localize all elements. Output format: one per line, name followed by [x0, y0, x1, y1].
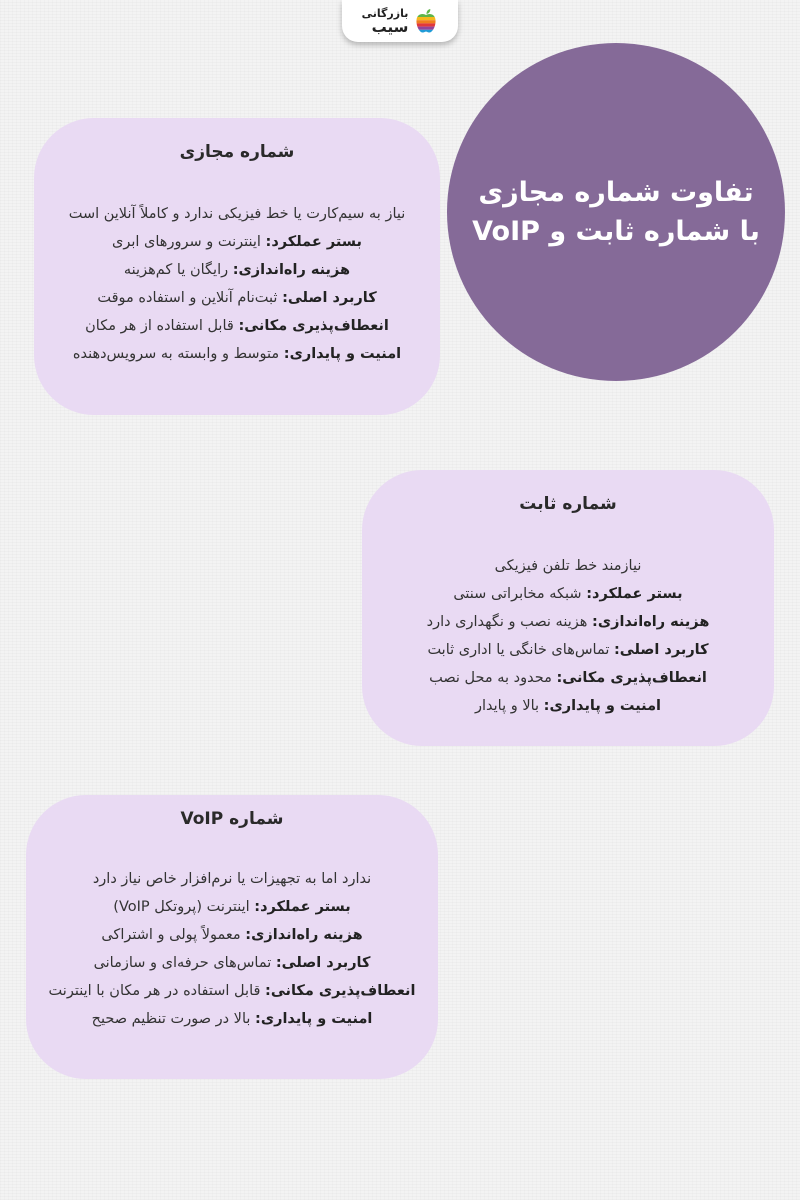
card-body — [44, 865, 420, 1033]
card-row — [380, 608, 756, 636]
card-row — [44, 949, 420, 977]
row-label: امنیت و پایداری: — [283, 346, 402, 363]
card-row — [52, 228, 422, 256]
card-row — [44, 1005, 420, 1033]
card-body — [380, 552, 756, 720]
card-voip-number — [26, 795, 438, 1079]
page-title-line-2: با شماره ثابت و VoIP — [472, 216, 760, 247]
page-title — [471, 173, 761, 251]
row-value: هزینه نصب و نگهداری دارد — [426, 614, 588, 631]
row-label: هزینه راه‌اندازی: — [245, 927, 363, 944]
row-value: محدود به محل نصب — [429, 670, 552, 687]
card-row — [52, 340, 422, 368]
row-value: تماس‌های حرفه‌ای و سازمانی — [93, 955, 272, 972]
card-title: شماره ثابت — [519, 494, 617, 514]
card-row — [52, 256, 422, 284]
row-label: کاربرد اصلی: — [282, 290, 377, 307]
row-label: بستر عملکرد: — [265, 234, 362, 251]
card-row — [380, 636, 756, 664]
logo-text-bottom: سیب — [371, 17, 409, 36]
row-label: انعطاف‌پذیری مکانی: — [238, 318, 389, 335]
row-value: متوسط و وابسته به سرویس‌دهنده — [72, 346, 280, 363]
row-label: بستر عملکرد: — [586, 586, 683, 603]
row-label: بستر عملکرد: — [254, 899, 351, 916]
card-row — [52, 284, 422, 312]
card-body — [52, 200, 422, 368]
card-title: شماره مجازی — [179, 142, 295, 162]
row-value: اینترنت و سرورهای ابری — [112, 234, 261, 251]
row-label: کاربرد اصلی: — [275, 955, 371, 972]
card-intro: نیاز به سیم‌کارت یا خط فیزیکی ندارد و کاملاً آنلاین است — [68, 206, 406, 223]
brand-logo — [342, 0, 458, 42]
card-virtual-number — [34, 118, 440, 415]
title-circle — [447, 43, 785, 381]
row-label: امنیت و پایداری: — [255, 1011, 373, 1028]
card-row — [380, 580, 756, 608]
card-row — [44, 893, 420, 921]
row-value: اینترنت (پروتکل VoIP) — [113, 899, 250, 916]
row-value: بالا و پایدار — [474, 698, 540, 715]
card-intro: ندارد اما به تجهیزات یا نرم‌افزار خاص نیاز دارد — [92, 871, 372, 888]
row-value: تماس‌های خانگی یا اداری ثابت — [427, 642, 610, 659]
card-title: شماره VoIP — [180, 809, 284, 829]
logo-text-top: بازرگانی — [361, 6, 409, 20]
card-row — [380, 692, 756, 720]
card-row — [380, 664, 756, 692]
card-row — [44, 977, 420, 1005]
row-label: هزینه راه‌اندازی: — [592, 614, 710, 631]
card-fixed-number — [362, 470, 774, 746]
card-row — [52, 312, 422, 340]
row-value: ثبت‌نام آنلاین و استفاده موقت — [97, 290, 278, 307]
card-intro: نیازمند خط تلفن فیزیکی — [494, 558, 642, 575]
card-row — [44, 921, 420, 949]
row-label: انعطاف‌پذیری مکانی: — [556, 670, 707, 687]
page-title-line-1: تفاوت شماره مجازی — [478, 176, 754, 208]
row-value: قابل استفاده از هر مکان — [85, 318, 234, 335]
apple-rainbow-icon — [414, 8, 438, 34]
row-label: کاربرد اصلی: — [614, 642, 709, 659]
row-label: انعطاف‌پذیری مکانی: — [265, 983, 416, 1000]
row-label: هزینه راه‌اندازی: — [232, 262, 351, 279]
row-value: بالا در صورت تنظیم صحیح — [91, 1011, 251, 1028]
row-value: شبکه مخابراتی سنتی — [453, 586, 582, 603]
row-label: امنیت و پایداری: — [543, 698, 662, 715]
row-value: رایگان یا کم‌هزینه — [123, 262, 229, 279]
row-value: معمولاً پولی و اشتراکی — [101, 927, 241, 944]
row-value: قابل استفاده در هر مکان با اینترنت — [48, 983, 261, 1000]
